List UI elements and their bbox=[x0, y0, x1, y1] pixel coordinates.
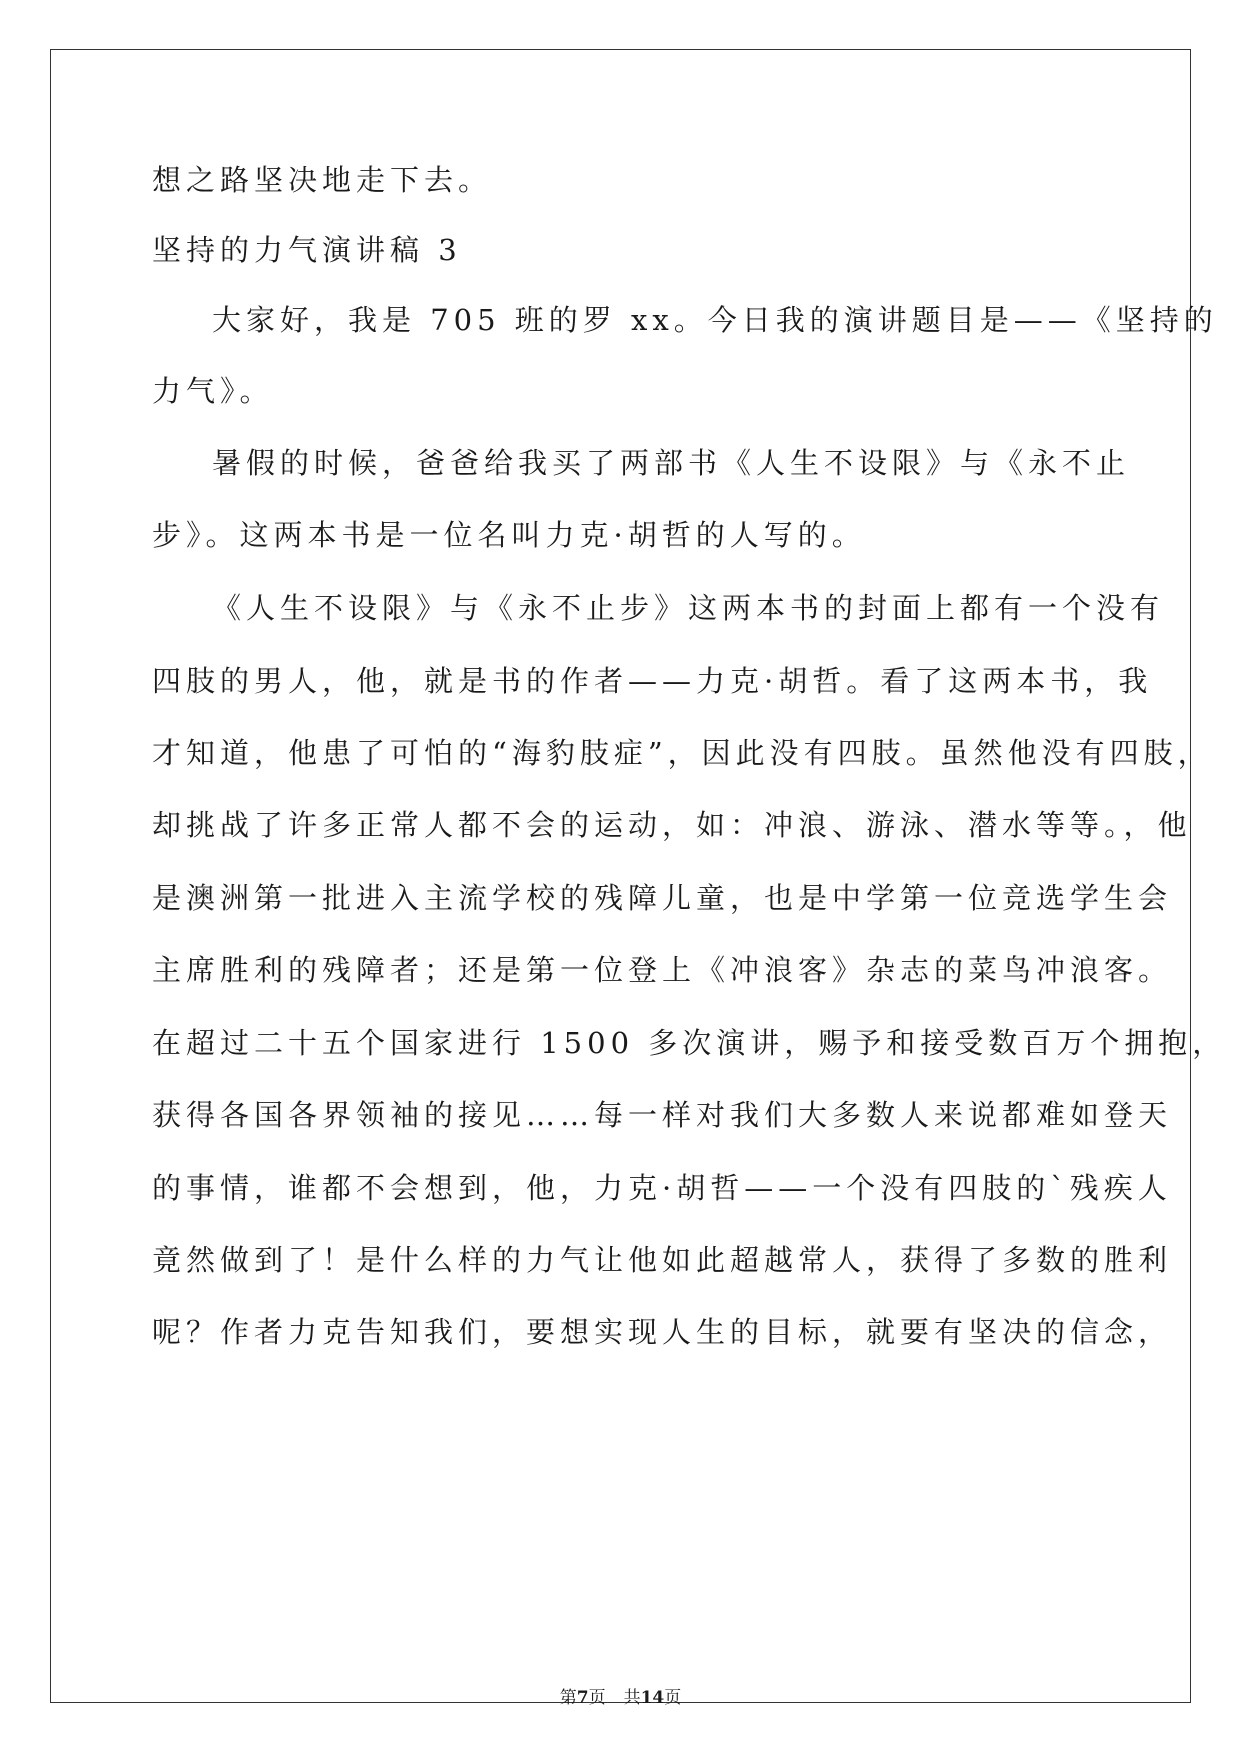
text-line: 想之路坚决地走下去。 bbox=[152, 163, 493, 197]
text-line: 是澳洲第一批进入主流学校的残障儿童，也是中学第一位竞选学生会 bbox=[152, 881, 1173, 915]
text-line: 暑假的时候，爸爸给我买了两部书《人生不设限》与《永不止 bbox=[212, 446, 1131, 480]
total-page-count: 14 bbox=[640, 1688, 665, 1708]
text-line: 力气》。 bbox=[152, 374, 274, 408]
section-heading: 坚持的力气演讲稿 3 bbox=[152, 233, 462, 267]
total-unit: 页 bbox=[664, 1688, 682, 1708]
text-line: 四肢的男人，他，就是书的作者——力克·胡哲。看了这两本书，我 bbox=[152, 664, 1153, 698]
text-line: 却挑战了许多正常人都不会的运动，如：冲浪、游泳、潜水等等。，他 bbox=[152, 808, 1192, 842]
text-line: 获得各国各界领袖的接见……每一样对我们大多数人来说都难如登天 bbox=[152, 1098, 1173, 1132]
total-prefix: 共 bbox=[623, 1688, 641, 1708]
text-line: 《人生不设限》与《永不止步》这两本书的封面上都有一个没有 bbox=[212, 591, 1165, 625]
page-prefix: 第 bbox=[559, 1688, 577, 1708]
page-number-footer bbox=[0, 1686, 1241, 1710]
text-line: 主席胜利的残障者；还是第一位登上《冲浪客》杂志的菜鸟冲浪客。 bbox=[152, 953, 1173, 987]
text-line: 大家好，我是 705 班的罗 xx。今日我的演讲题目是——《坚持的 bbox=[212, 303, 1218, 337]
text-line: 呢？作者力克告知我们，要想实现人生的目标，就要有坚决的信念， bbox=[152, 1315, 1173, 1349]
current-page-number: 7 bbox=[576, 1688, 589, 1708]
text-line: 在超过二十五个国家进行 1500 多次演讲，赐予和接受数百万个拥抱， bbox=[152, 1026, 1227, 1060]
text-line: 才知道，他患了可怕的“海豹肢症”，因此没有四肢。虽然他没有四肢， bbox=[152, 736, 1212, 770]
text-line: 的事情，谁都不会想到，他，力克·胡哲——一个没有四肢的`残疾人 bbox=[152, 1171, 1172, 1205]
page-unit: 页 bbox=[588, 1688, 606, 1708]
text-line: 竟然做到了！是什么样的力气让他如此超越常人，获得了多数的胜利 bbox=[152, 1243, 1173, 1277]
text-line: 步》。这两本书是一位名叫力克·胡哲的人写的。 bbox=[152, 518, 866, 552]
page-border bbox=[50, 49, 1191, 1703]
